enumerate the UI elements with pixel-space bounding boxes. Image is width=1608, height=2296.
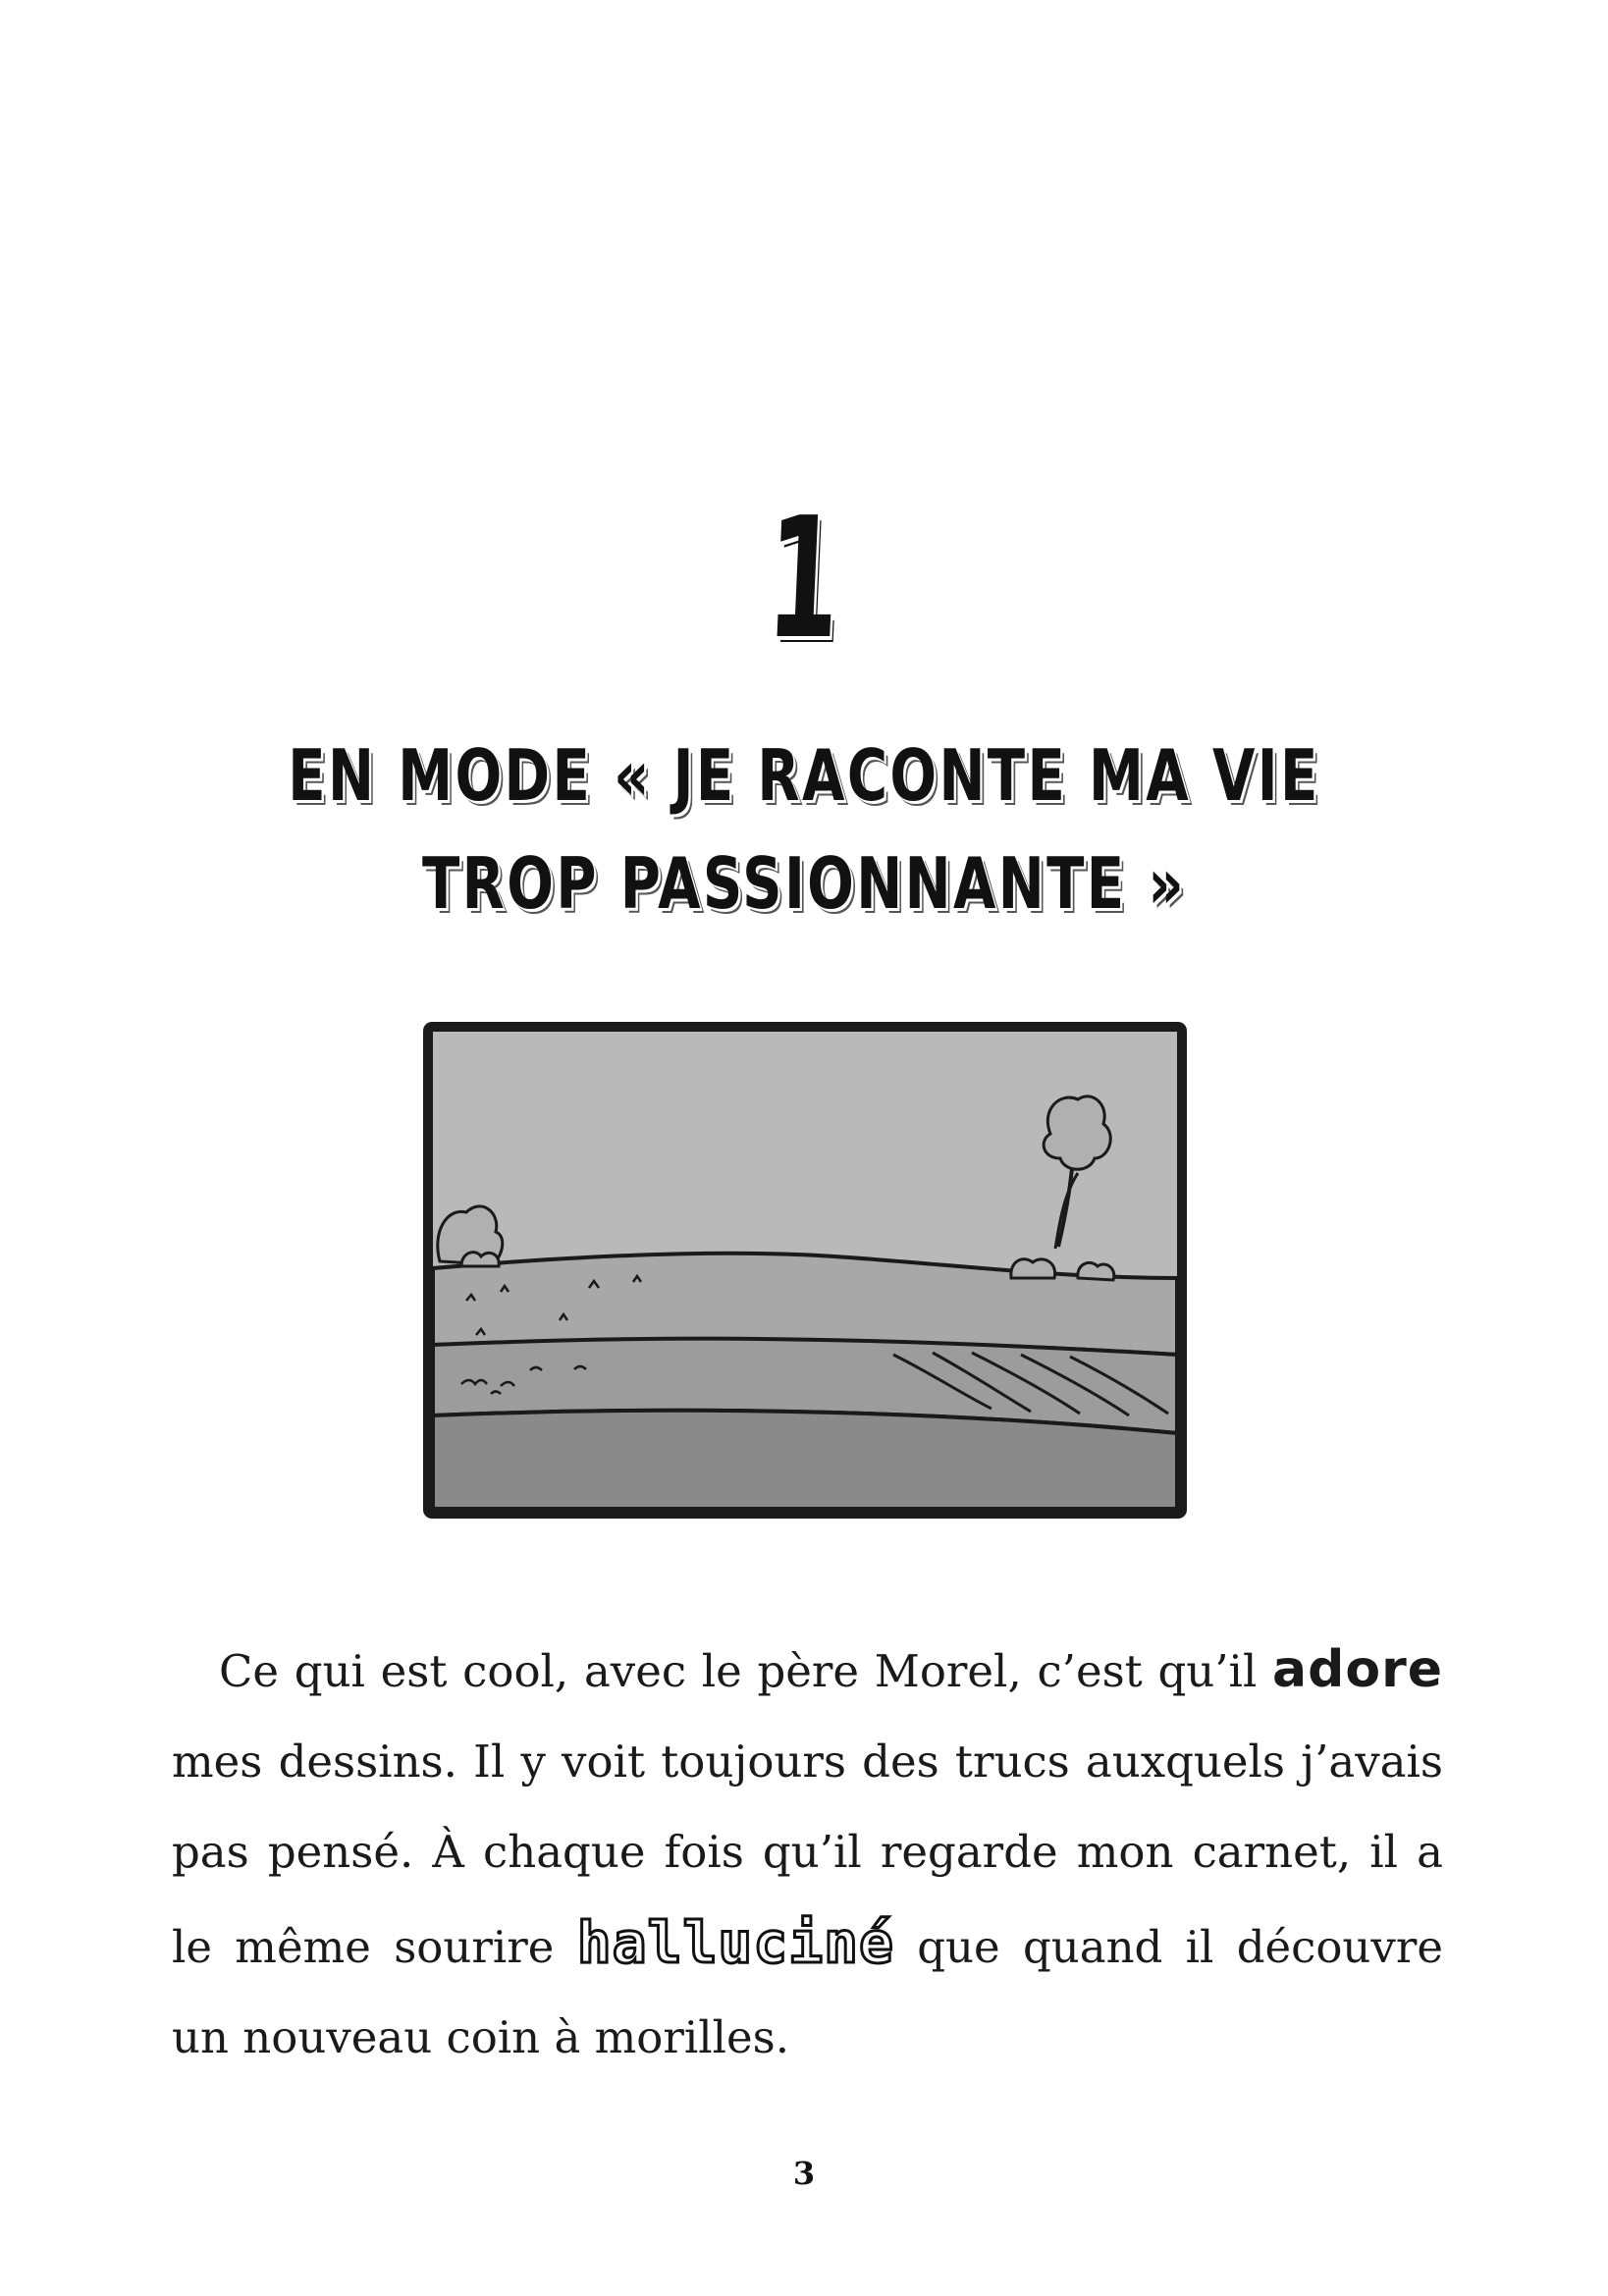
emphasis-hallucine: halluciné: [576, 1909, 894, 1976]
chapter-number: 1: [763, 482, 845, 676]
page-number: 3: [792, 2155, 816, 2192]
chapter-title-line-1: EN MODE « JE RACONTE MA VIE: [288, 734, 1320, 817]
body-text-part-2: mes dessins. Il y voit toujours des trucs auxquels j’avais pas pensé. À chaque fois qu’il regarde mon carnet, il a le même sourire: [172, 1735, 1443, 1973]
chapter-title-line-2: TROP PASSIONNANTE »: [422, 842, 1186, 925]
landscape-field-icon: [422, 1021, 1188, 1522]
emphasis-adore: adore: [1272, 1640, 1443, 1699]
body-text-part-1: Ce qui est cool, avec le père Morel, c’est qu’il: [219, 1645, 1273, 1697]
paragraph: [172, 1625, 1443, 2083]
chapter-title: [177, 721, 1431, 937]
landscape-illustration: [422, 1021, 1188, 1522]
body-text-part-3: que quand il découvre un nouveau coin à morilles.: [172, 1921, 1443, 2063]
body-text: [172, 1625, 1443, 2083]
